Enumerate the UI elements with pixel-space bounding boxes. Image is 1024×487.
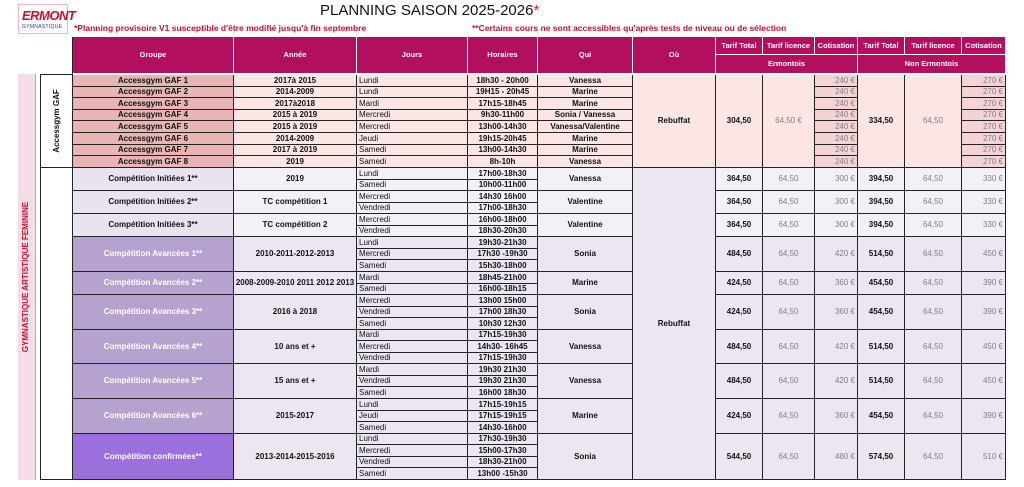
competition-licence-e-5: 64,50 <box>763 272 815 295</box>
competition-10-horaire-2: 15h00-17h30 <box>468 445 538 457</box>
competition-group-10: Compétition confirmées** <box>73 434 234 480</box>
accessgym-lieu: Rebuffat <box>633 75 716 168</box>
accessgym-cotisation-ne-1: 270 € <box>962 75 1006 87</box>
accessgym-cotisation-ne-6: 270 € <box>962 133 1006 145</box>
competition-5-jour-1: Mardi <box>357 272 468 284</box>
accessgym-jour-7: Samedi <box>357 145 468 156</box>
competition-cotisation-ne-6: 390 € <box>962 295 1006 330</box>
competition-qui-4: Sonia <box>538 237 633 272</box>
competition-cotisation-e-4: 420 € <box>815 237 858 272</box>
competition-5-jour-2: Samedi <box>357 284 468 295</box>
accessgym-annee-6: 2014-2009 <box>234 133 357 145</box>
competition-group-2: Compétition Initiées 2** <box>73 191 234 214</box>
competition-cotisation-ne-1: 330 € <box>962 168 1006 191</box>
accessgym-jour-5: Mercredi <box>357 121 468 133</box>
competition-10-jour-4: Samedi <box>357 468 468 480</box>
competition-1-horaire-2: 10h00-11h00 <box>468 180 538 191</box>
competition-7-horaire-2: 14h30- 16h45 <box>468 341 538 353</box>
competition-licence-ne-3: 64,50 <box>905 214 962 237</box>
section-label-accessgym <box>40 74 73 168</box>
competition-tarif-total-e-6: 424,50 <box>716 295 763 330</box>
header-jours: Jours <box>357 37 468 74</box>
competition-tarif-total-ne-1: 394,50 <box>858 168 905 191</box>
competition-1-jour-2: Samedi <box>357 180 468 191</box>
header-horaires: Horaires <box>468 37 538 74</box>
accessgym-horaire-3: 17h15-18h45 <box>468 98 538 110</box>
competition-licence-ne-5: 64,50 <box>905 272 962 295</box>
accessgym-group-7: Accessgym GAF 7 <box>73 145 234 156</box>
competition-annee-9: 2015-2017 <box>234 399 357 434</box>
competition-group-7: Compétition Avancées 4** <box>73 330 234 364</box>
competition-2-horaire-2: 17h00-18h30 <box>468 203 538 214</box>
competition-tarif-total-e-8: 484,50 <box>716 364 763 399</box>
accessgym-qui-1: Vanessa <box>538 75 633 87</box>
competition-8-jour-3: Samedi <box>357 387 468 399</box>
competition-licence-e-4: 64,50 <box>763 237 815 272</box>
logo-subtext: GYMNASTIQUE <box>22 24 63 30</box>
competition-licence-ne-2: 64,50 <box>905 191 962 214</box>
competition-qui-10: Sonia <box>538 434 633 480</box>
competition-group-4: Compétition Avancées 1** <box>73 237 234 272</box>
accessgym-horaire-5: 13h00-14h30 <box>468 121 538 133</box>
competition-cotisation-ne-8: 450 € <box>962 364 1006 399</box>
accessgym-group-6: Accessgym GAF 6 <box>73 133 234 145</box>
competition-tarif-total-ne-9: 454,50 <box>858 399 905 434</box>
competition-group-9: Compétition Avancées 6** <box>73 399 234 434</box>
accessgym-annee-2: 2014-2009 <box>234 87 357 98</box>
competition-licence-ne-1: 64,50 <box>905 168 962 191</box>
competition-9-horaire-1: 17h15-19h15 <box>468 399 538 411</box>
competition-4-horaire-1: 19h30-21h30 <box>468 237 538 249</box>
competition-8-horaire-3: 16h00 18h30 <box>468 387 538 399</box>
accessgym-group-1: Accessgym GAF 1 <box>73 75 234 87</box>
competition-4-jour-2: Mercredi <box>357 249 468 260</box>
header-tarif-licence-ermontois: Tarif licence <box>763 37 815 55</box>
competition-3-horaire-1: 16h00-18h00 <box>468 214 538 226</box>
header-cotisation-non-ermontois: Cotisation <box>962 37 1006 55</box>
competition-annee-10: 2013-2014-2015-2016 <box>234 434 357 480</box>
competition-annee-3: TC compétition 2 <box>234 214 357 237</box>
accessgym-qui-3: Marine <box>538 98 633 110</box>
accessgym-cotisation-ne-7: 270 € <box>962 145 1006 156</box>
competition-tarif-total-e-3: 364,50 <box>716 214 763 237</box>
accessgym-cotisation-e-4: 240 € <box>815 110 858 121</box>
accessgym-group-8: Accessgym GAF 8 <box>73 156 234 168</box>
competition-7-horaire-3: 17h15-19h30 <box>468 353 538 364</box>
competition-10-jour-1: Lundi <box>357 434 468 445</box>
accessgym-qui-7: Marine <box>538 145 633 156</box>
competition-licence-e-2: 64,50 <box>763 191 815 214</box>
competition-9-jour-1: Lundi <box>357 399 468 411</box>
competition-cotisation-e-7: 420 € <box>815 330 858 364</box>
competition-annee-6: 2016 à 2018 <box>234 295 357 330</box>
accessgym-jour-1: Lundi <box>357 75 468 87</box>
section-label-gaf-text: GYMNASTIQUE ARTISTIQUE FEMININE <box>21 201 31 353</box>
accessgym-tarif-total-ne: 334,50 <box>858 75 905 168</box>
accessgym-jour-8: Samedi <box>357 156 468 168</box>
competition-licence-ne-6: 64,50 <box>905 295 962 330</box>
competition-tarif-total-e-2: 364,50 <box>716 191 763 214</box>
competition-3-jour-2: Vendredi <box>357 226 468 237</box>
page-title-star: * <box>533 2 540 19</box>
accessgym-horaire-1: 18h30 - 20h00 <box>468 75 538 87</box>
competition-9-jour-3: Samedi <box>357 422 468 434</box>
competition-tarif-total-ne-8: 514,50 <box>858 364 905 399</box>
competition-tarif-total-e-1: 364,50 <box>716 168 763 191</box>
competition-tarif-total-e-10: 544,50 <box>716 434 763 480</box>
competition-tarif-total-ne-3: 394,50 <box>858 214 905 237</box>
accessgym-annee-1: 2017à 2015 <box>234 75 357 87</box>
competition-annee-1: 2019 <box>234 168 357 191</box>
accessgym-cotisation-e-7: 240 € <box>815 145 858 156</box>
accessgym-cotisation-ne-4: 270 € <box>962 110 1006 121</box>
competition-annee-4: 2010-2011-2012-2013 <box>234 237 357 272</box>
accessgym-horaire-7: 13h00-14h30 <box>468 145 538 156</box>
accessgym-cotisation-e-5: 240 € <box>815 121 858 133</box>
competition-cotisation-ne-4: 450 € <box>962 237 1006 272</box>
competition-2-jour-2: Vendredi <box>357 203 468 214</box>
competition-qui-2: Valentine <box>538 191 633 214</box>
competition-licence-ne-7: 64,50 <box>905 330 962 364</box>
competition-qui-3: Valentine <box>538 214 633 237</box>
header-groupe: Groupe <box>73 37 234 74</box>
accessgym-annee-3: 2017à2018 <box>234 98 357 110</box>
accessgym-cotisation-e-6: 240 € <box>815 133 858 145</box>
competition-licence-e-7: 64,50 <box>763 330 815 364</box>
accessgym-qui-2: Marine <box>538 87 633 98</box>
competition-cotisation-e-8: 420 € <box>815 364 858 399</box>
accessgym-cotisation-e-1: 240 € <box>815 75 858 87</box>
accessgym-jour-2: Lundi <box>357 87 468 98</box>
competition-qui-1: Vanessa <box>538 168 633 191</box>
accessgym-qui-5: Vanessa/Valentine <box>538 121 633 133</box>
header-annee: Année <box>234 37 357 74</box>
competition-7-jour-3: Vendredi <box>357 353 468 364</box>
competition-cotisation-ne-7: 450 € <box>962 330 1006 364</box>
accessgym-group-5: Accessgym GAF 5 <box>73 121 234 133</box>
accessgym-tarif-total-e: 304,50 <box>716 75 763 168</box>
accessgym-cotisation-e-3: 240 € <box>815 98 858 110</box>
competition-6-horaire-2: 17h00 18h30 <box>468 307 538 318</box>
competition-1-jour-1: Lundi <box>357 168 468 180</box>
accessgym-cotisation-ne-8: 270 € <box>962 156 1006 168</box>
competition-8-horaire-1: 19h30 21h30 <box>468 364 538 376</box>
accessgym-jour-3: Mardi <box>357 98 468 110</box>
competition-6-jour-2: Vendredi <box>357 307 468 318</box>
competition-8-horaire-2: 19h30 21h30 <box>468 376 538 387</box>
competition-6-jour-1: Mercredi <box>357 295 468 307</box>
header-non-ermontois: Non Ermontois <box>858 55 1006 74</box>
competition-cotisation-ne-10: 510 € <box>962 434 1006 480</box>
competition-tarif-total-e-9: 424,50 <box>716 399 763 434</box>
competition-licence-e-10: 64,50 <box>763 434 815 480</box>
competition-9-horaire-3: 14h30-16h00 <box>468 422 538 434</box>
competition-qui-6: Sonia <box>538 295 633 330</box>
competition-6-jour-3: Samedi <box>357 318 468 330</box>
competition-licence-ne-10: 64,50 <box>905 434 962 480</box>
competition-licence-e-1: 64,50 <box>763 168 815 191</box>
competition-annee-7: 10 ans et + <box>234 330 357 364</box>
competition-7-horaire-1: 17h15-19h30 <box>468 330 538 341</box>
competition-group-6: Compétition Avancées 3** <box>73 295 234 330</box>
provisional-note: *Planning provisoire V1 susceptible d'être modifié jusqu'à fin septembre <box>74 23 367 33</box>
competition-tarif-total-ne-7: 514,50 <box>858 330 905 364</box>
competition-cotisation-e-2: 300 € <box>815 191 858 214</box>
competition-cotisation-e-10: 480 € <box>815 434 858 480</box>
competition-8-jour-1: Mardi <box>357 364 468 376</box>
competition-9-horaire-2: 17h15-19h15 <box>468 411 538 422</box>
competition-lieu: Rebuffat <box>633 168 716 480</box>
competition-cotisation-ne-5: 390 € <box>962 272 1006 295</box>
competition-licence-e-3: 64,50 <box>763 214 815 237</box>
competition-cotisation-e-5: 360 € <box>815 272 858 295</box>
competition-qui-7: Vanessa <box>538 330 633 364</box>
competition-6-horaire-3: 10h30 12h30 <box>468 318 538 330</box>
competition-cotisation-ne-2: 330 € <box>962 191 1006 214</box>
competition-6-horaire-1: 13h00 15h00 <box>468 295 538 307</box>
accessgym-licence-ne: 64,50 <box>905 75 962 168</box>
header-tarif-licence-non-ermontois: Tarif licence <box>905 37 962 55</box>
competition-licence-ne-9: 64,50 <box>905 399 962 434</box>
competition-2-jour-1: Mercredi <box>357 191 468 203</box>
competition-qui-9: Marine <box>538 399 633 434</box>
accessgym-licence-e: 64,50 € <box>763 75 815 168</box>
competition-group-8: Compétition Avancées 5** <box>73 364 234 399</box>
competition-cotisation-ne-3: 330 € <box>962 214 1006 237</box>
competition-tarif-total-e-4: 484,50 <box>716 237 763 272</box>
competition-cotisation-e-9: 360 € <box>815 399 858 434</box>
competition-tarif-total-e-7: 484,50 <box>716 330 763 364</box>
accessgym-annee-8: 2019 <box>234 156 357 168</box>
accessgym-cotisation-e-2: 240 € <box>815 87 858 98</box>
competition-group-1: Compétition Initiées 1** <box>73 168 234 191</box>
competition-cotisation-e-1: 300 € <box>815 168 858 191</box>
accessgym-cotisation-e-8: 240 € <box>815 156 858 168</box>
accessgym-cotisation-ne-2: 270 € <box>962 87 1006 98</box>
accessgym-annee-4: 2015 à 2019 <box>234 110 357 121</box>
competition-licence-ne-4: 64,50 <box>905 237 962 272</box>
competition-1-horaire-1: 17h00-18h30 <box>468 168 538 180</box>
competition-10-jour-3: Vendredi <box>357 457 468 468</box>
accessgym-jour-6: Jeudi <box>357 133 468 145</box>
competition-tarif-total-ne-6: 454,50 <box>858 295 905 330</box>
competition-8-jour-2: Vendredi <box>357 376 468 387</box>
competition-annee-8: 15 ans et + <box>234 364 357 399</box>
competition-10-jour-2: Mercredi <box>357 445 468 457</box>
competition-tarif-total-e-5: 424,50 <box>716 272 763 295</box>
competition-3-jour-1: Mercredi <box>357 214 468 226</box>
competition-qui-8: Vanessa <box>538 364 633 399</box>
competition-10-horaire-1: 17h30-19h30 <box>468 434 538 445</box>
accessgym-cotisation-ne-5: 270 € <box>962 121 1006 133</box>
competition-licence-e-9: 64,50 <box>763 399 815 434</box>
accessgym-annee-5: 2015 à 2019 <box>234 121 357 133</box>
accessgym-group-2: Accessgym GAF 2 <box>73 87 234 98</box>
accessgym-group-4: Accessgym GAF 4 <box>73 110 234 121</box>
competition-3-horaire-2: 18h30-20h30 <box>468 226 538 237</box>
accessgym-horaire-4: 9h30-11h00 <box>468 110 538 121</box>
accessgym-jour-4: Mercredi <box>357 110 468 121</box>
selection-note: **Certains cours ne sont accessibles qu'après tests de niveau ou de sélection <box>472 23 787 33</box>
table-left-edge <box>72 37 73 480</box>
accessgym-qui-6: Marine <box>538 133 633 145</box>
competition-group-5: Compétition Avancées 2** <box>73 272 234 295</box>
competition-tarif-total-ne-2: 394,50 <box>858 191 905 214</box>
competition-10-horaire-4: 13h00 -15h30 <box>468 468 538 480</box>
competition-cotisation-e-6: 360 € <box>815 295 858 330</box>
competition-2-horaire-1: 14h30 16h00 <box>468 191 538 203</box>
header-ermontois: Ermontois <box>716 55 858 74</box>
competition-annee-5: 2008-2009-2010 2011 2012 2013 <box>234 272 357 295</box>
competition-licence-ne-8: 64,50 <box>905 364 962 399</box>
header-qui: Qui <box>538 37 633 74</box>
accessgym-qui-4: Sonia / Vanessa <box>538 110 633 121</box>
accessgym-horaire-6: 19h15-20h45 <box>468 133 538 145</box>
section-label-competition-blank <box>40 168 73 480</box>
competition-tarif-total-ne-5: 454,50 <box>858 272 905 295</box>
competition-4-jour-1: Lundi <box>357 237 468 249</box>
header-tarif-total-non-ermontois: Tarif Total <box>858 37 905 55</box>
competition-5-horaire-1: 18h45-21h00 <box>468 272 538 284</box>
competition-annee-2: TC compétition 1 <box>234 191 357 214</box>
competition-cotisation-ne-9: 390 € <box>962 399 1006 434</box>
accessgym-qui-8: Vanessa <box>538 156 633 168</box>
header-ou: Où <box>633 37 716 74</box>
logo-text: ERMONT <box>22 8 76 23</box>
page-title-text: PLANNING SAISON 2025-2026 <box>320 2 534 19</box>
competition-7-jour-2: Mercredi <box>357 341 468 353</box>
competition-4-horaire-2: 17h30 -19h30 <box>468 249 538 260</box>
accessgym-group-3: Accessgym GAF 3 <box>73 98 234 110</box>
accessgym-cotisation-ne-3: 270 € <box>962 98 1006 110</box>
accessgym-horaire-8: 8h-10h <box>468 156 538 168</box>
competition-qui-5: Marine <box>538 272 633 295</box>
accessgym-annee-7: 2017 à 2019 <box>234 145 357 156</box>
competition-tarif-total-ne-4: 514,50 <box>858 237 905 272</box>
section-label-accessgym-text: Accessgym GAF <box>51 89 61 153</box>
competition-tarif-total-ne-10: 574,50 <box>858 434 905 480</box>
header-cotisation-ermontois: Cotisation <box>815 37 858 55</box>
accessgym-horaire-2: 19H15 - 20h45 <box>468 87 538 98</box>
competition-10-horaire-3: 18h30-21h00 <box>468 457 538 468</box>
section-label-gaf <box>18 74 36 480</box>
header-tarif-total-ermontois: Tarif Total <box>716 37 763 55</box>
competition-7-jour-1: Mardi <box>357 330 468 341</box>
competition-9-jour-2: Jeudi <box>357 411 468 422</box>
competition-cotisation-e-3: 300 € <box>815 214 858 237</box>
competition-4-jour-3: Samedi <box>357 260 468 272</box>
competition-5-horaire-2: 16h00-18h15 <box>468 284 538 295</box>
competition-group-3: Compétition Initiées 3** <box>73 214 234 237</box>
competition-licence-e-6: 64,50 <box>763 295 815 330</box>
competition-licence-e-8: 64,50 <box>763 364 815 399</box>
competition-4-horaire-3: 15h30-18h00 <box>468 260 538 272</box>
